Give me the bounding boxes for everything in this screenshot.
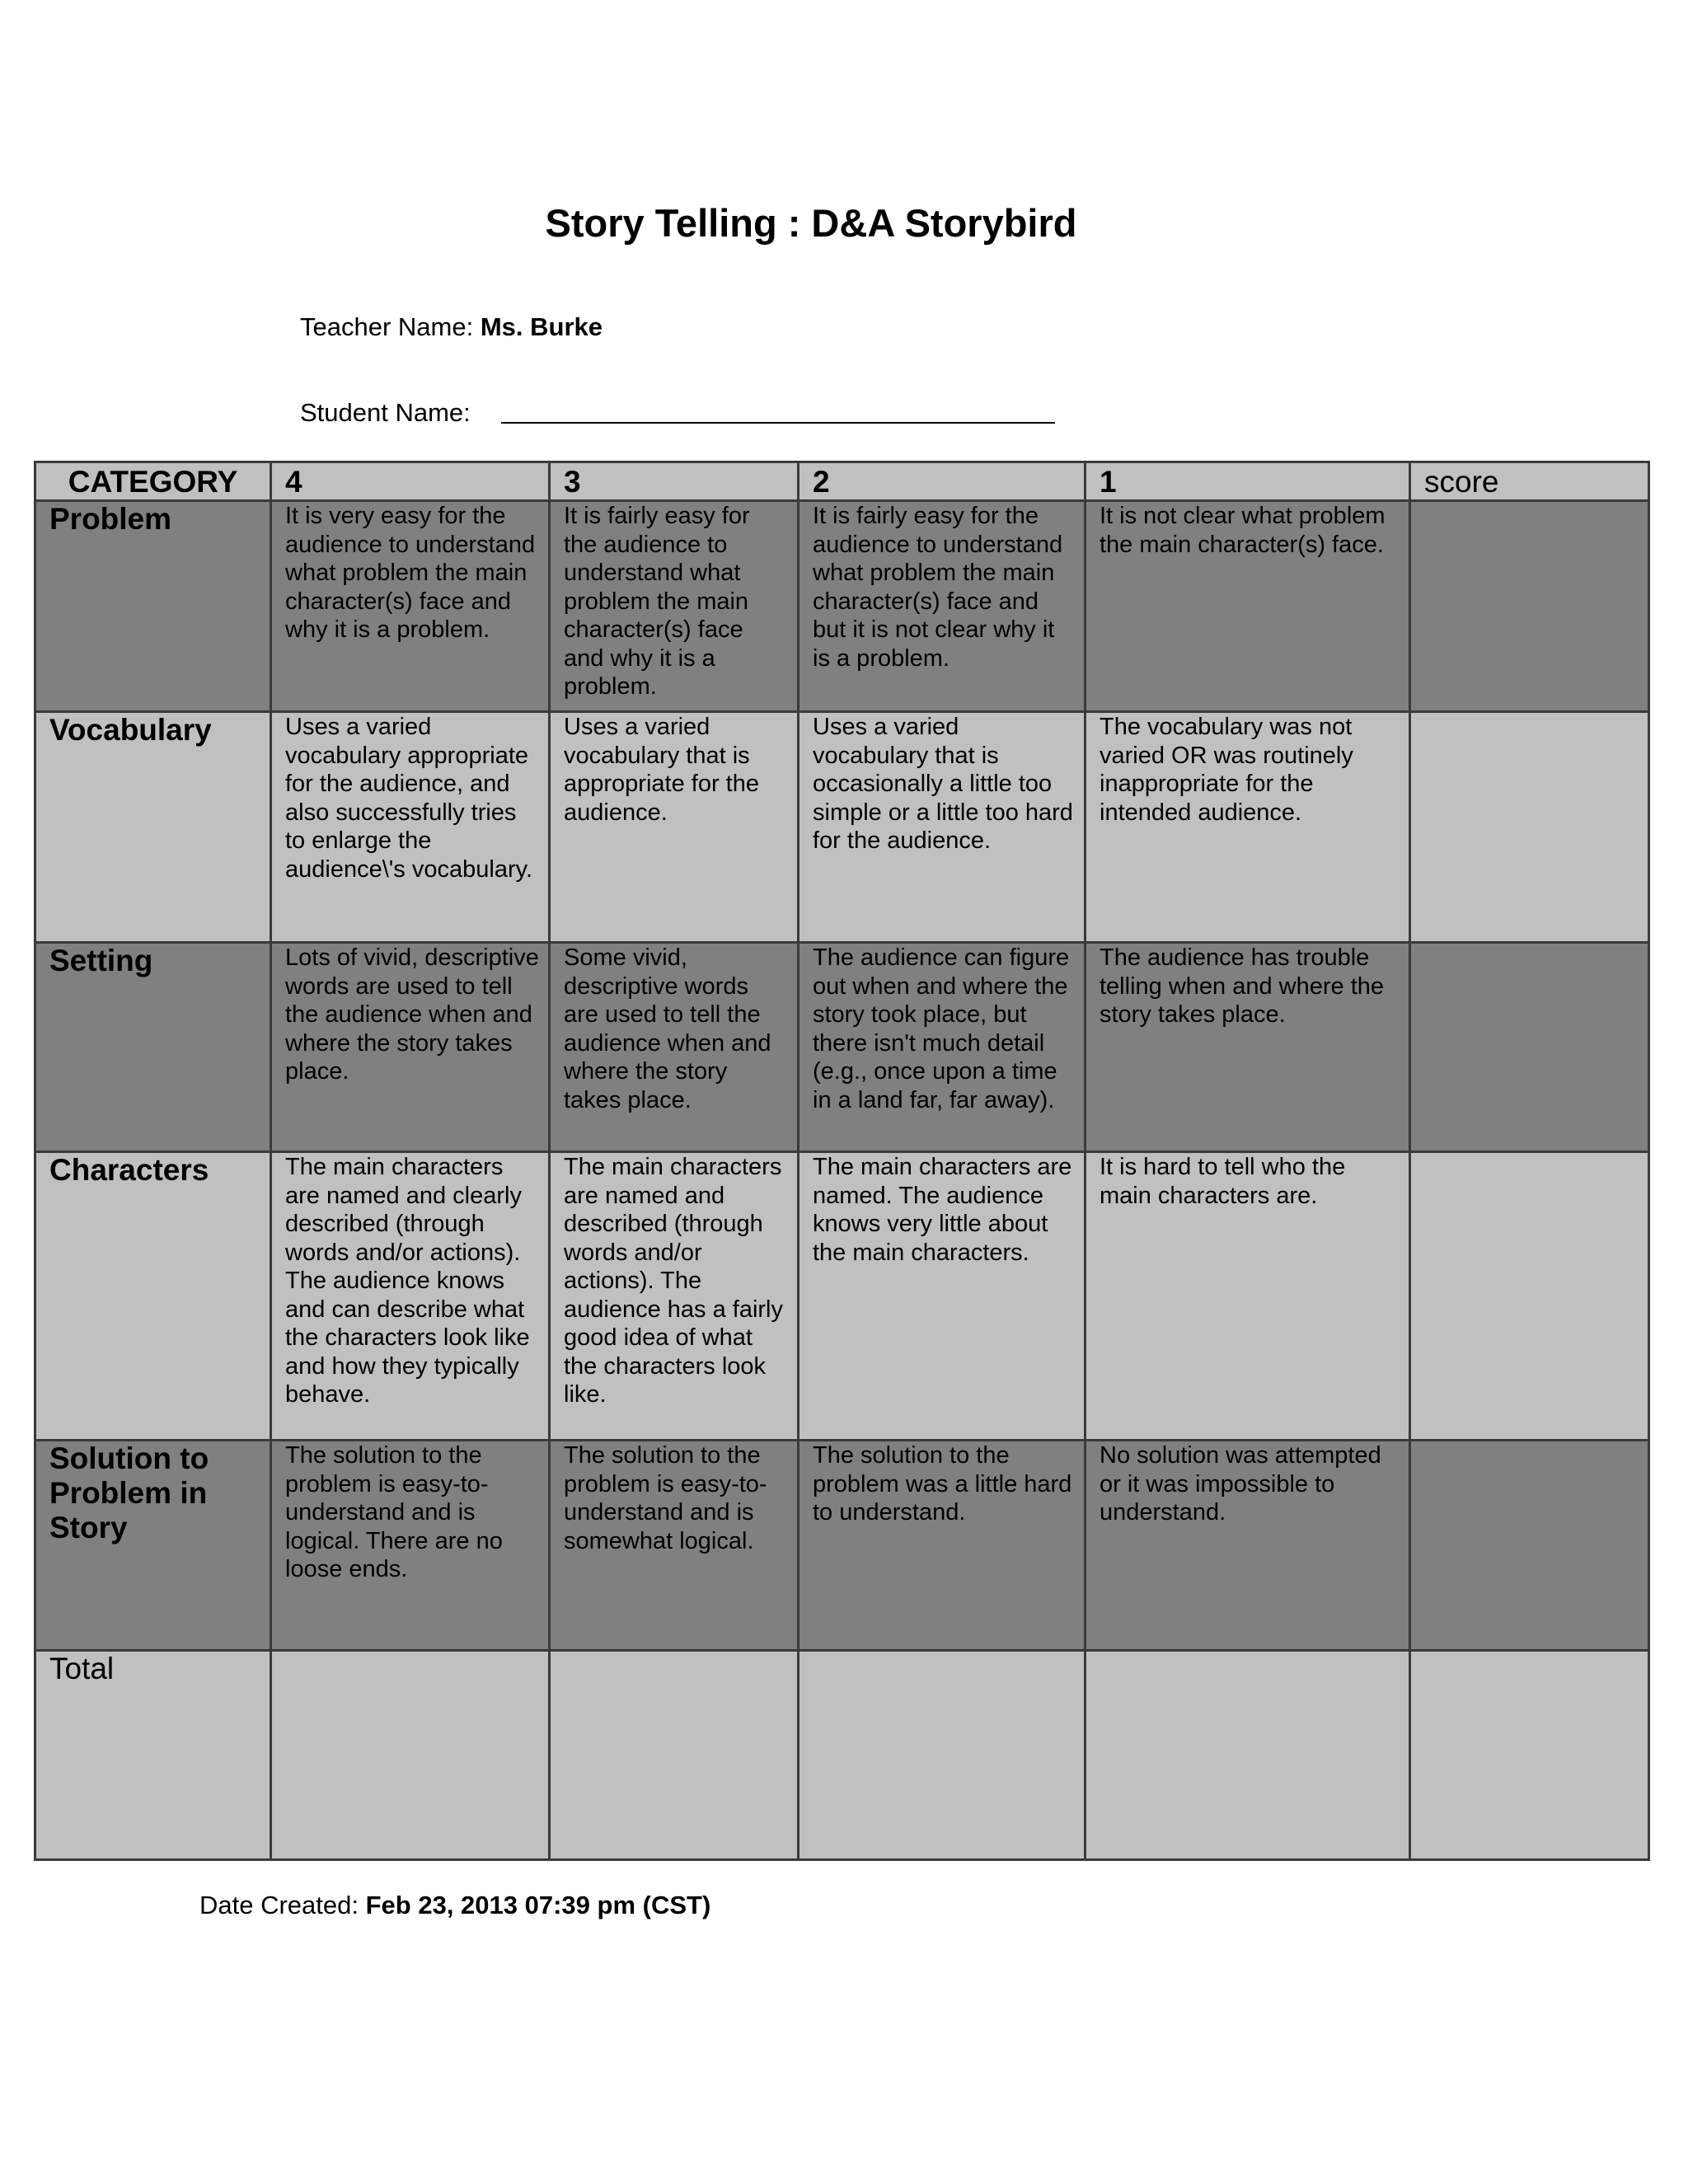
table-cell: The solution to the problem is easy-to-understand and is logical. There are no loose ends. — [271, 1441, 550, 1651]
table-cell: Uses a varied vocabulary that is appropriate for the audience. — [550, 712, 799, 943]
table-cell: Uses a varied vocabulary appropriate for the audience, and also successfully tries to enlarge the audience\'s vocabulary. — [271, 712, 550, 943]
header-score-1: 1 — [1085, 462, 1410, 501]
teacher-name-value: Ms. Burke — [480, 312, 603, 341]
row-label-vocabulary: Vocabulary — [35, 712, 271, 943]
date-created-line — [199, 1889, 710, 1922]
header-category: CATEGORY — [35, 462, 271, 501]
table-row — [35, 1152, 1649, 1441]
score-cell[interactable] — [1410, 501, 1649, 712]
table-cell — [271, 1651, 550, 1860]
score-cell[interactable] — [1410, 943, 1649, 1152]
table-cell: The main characters are named and described (through words and/or actions). The audience has a fairly good idea of what the characters look like. — [550, 1152, 799, 1441]
table-row-total — [35, 1651, 1649, 1860]
table-cell: It is fairly easy for the audience to understand what problem the main character(s) face and why it is a problem. — [550, 501, 799, 712]
table-cell — [1085, 1651, 1410, 1860]
table-cell: Uses a varied vocabulary that is occasionally a little too simple or a little too hard for the audience. — [799, 712, 1085, 943]
table-cell: No solution was attempted or it was impossible to understand. — [1085, 1441, 1410, 1651]
header-score-4: 4 — [271, 462, 550, 501]
teacher-name-line — [300, 311, 603, 344]
score-cell[interactable] — [1410, 1651, 1649, 1860]
table-cell: Lots of vivid, descriptive words are used to tell the audience when and where the story takes place. — [271, 943, 550, 1152]
header-score: score — [1410, 462, 1649, 501]
table-cell: The solution to the problem is easy-to-understand and is somewhat logical. — [550, 1441, 799, 1651]
table-row — [35, 1441, 1649, 1651]
table-cell: The main characters are named and clearly described (through words and/or actions). The audience knows and can describe what the characters look like and how they typically behave. — [271, 1152, 550, 1441]
row-label-problem: Problem — [35, 501, 271, 712]
student-name-blank — [501, 422, 1055, 424]
date-created-value: Feb 23, 2013 07:39 pm (CST) — [365, 1891, 711, 1919]
row-label-setting: Setting — [35, 943, 271, 1152]
table-cell — [799, 1651, 1085, 1860]
score-cell[interactable] — [1410, 712, 1649, 943]
table-row — [35, 501, 1649, 712]
table-cell: The main characters are named. The audience knows very little about the main characters. — [799, 1152, 1085, 1441]
row-label-characters: Characters — [35, 1152, 271, 1441]
date-created-label: Date Created: — [199, 1891, 366, 1919]
header-score-3: 3 — [550, 462, 799, 501]
header-score-2: 2 — [799, 462, 1085, 501]
table-cell: It is hard to tell who the main characters are. — [1085, 1152, 1410, 1441]
rubric-table — [34, 461, 1650, 1861]
table-cell: The audience has trouble telling when and where the story takes place. — [1085, 943, 1410, 1152]
table-cell: The vocabulary was not varied OR was routinely inappropriate for the intended audience. — [1085, 712, 1410, 943]
table-cell: It is very easy for the audience to understand what problem the main character(s) face and why it is a problem. — [271, 501, 550, 712]
score-cell[interactable] — [1410, 1152, 1649, 1441]
table-cell: The solution to the problem was a little hard to understand. — [799, 1441, 1085, 1651]
table-row — [35, 943, 1649, 1152]
score-cell[interactable] — [1410, 1441, 1649, 1651]
table-cell: Some vivid, descriptive words are used to tell the audience when and where the story takes place. — [550, 943, 799, 1152]
header-row — [35, 462, 1649, 501]
table-cell: It is not clear what problem the main character(s) face. — [1085, 501, 1410, 712]
teacher-name-label: Teacher Name: — [300, 312, 481, 341]
table-row — [35, 712, 1649, 943]
table-cell — [550, 1651, 799, 1860]
page-title: Story Telling : D&A Storybird — [545, 201, 1077, 245]
row-label-total: Total — [35, 1651, 271, 1860]
row-label-solution: Solution to Problem in Story — [35, 1441, 271, 1651]
student-name-label: Student Name: — [300, 398, 471, 427]
table-cell: The audience can figure out when and where the story took place, but there isn't much detail (e.g., once upon a time in a land far, far away). — [799, 943, 1085, 1152]
table-cell: It is fairly easy for the audience to understand what problem the main character(s) face and but it is not clear why it is a problem. — [799, 501, 1085, 712]
